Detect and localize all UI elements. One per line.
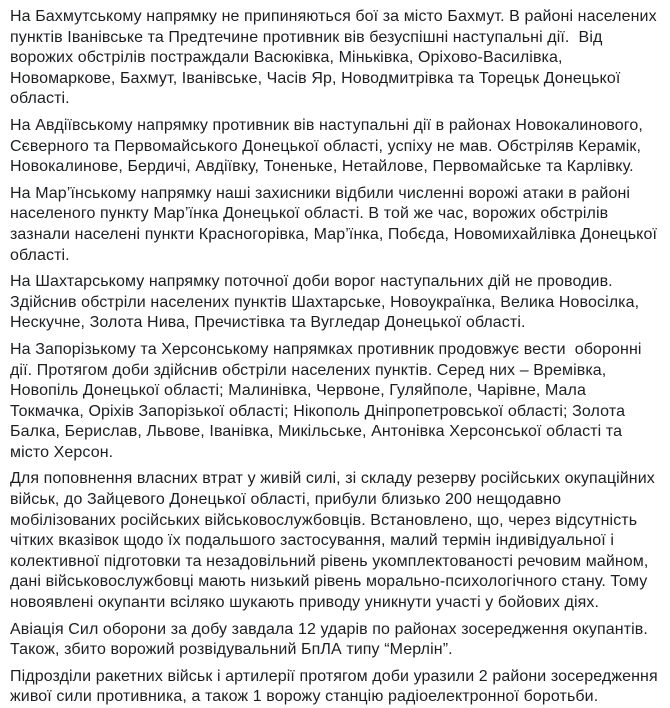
paragraph-missile-artillery-strikes: Підрозділи ракетних військ і артилерії протягом доби уразили 2 райони зосередження живої сили противника, а також 1 ворожу станцію радіоелектронної боротьби. bbox=[10, 667, 663, 706]
paragraph-russian-reinforcements: Для поповнення власних втрат у живій силі, зі складу резерву російських окупаційних військ, до Зайцевого Донецької області, прибули близько 200 нещодавно мобілізованих російських військовослужбовців. Встановлено, що, через відсутність чітких вказівок щодо їх подальшого застосування, малий термін індивідуальної і колективної підготовки та незадовільний рівень укомплектованості речовим майном, дані військовослужбовці мають низький рівень морально-психологічного стану. Тому новоявлені окупанти всіляко шукають приводу уникнути участі у бойових діях. bbox=[10, 470, 660, 612]
paragraph-zaporizhzhia-kherson-direction: На Запорізькому та Херсонському напрямках противник продовжує вести оборонні дії. Протягом доби здійснив обстріли населених пунктів. Серед них – Времівка, Новопіль Донецької області; Малинівка, Червоне, Гуляйполе, Чарівне, Мала Токмачка, Оріхів Запорізької області; Нікополь Дніпропетровської області; Золота Балка, Берислав, Львове, Іванівка, Микільське, Антонівка Херсонської області та місто Херсон. bbox=[10, 340, 647, 461]
paragraph-shakhtarske-direction: На Шахтарському напрямку поточної доби ворог наступальних дій не проводив. Здійснив обстріли населених пунктів Шахтарське, Новоукраїнка, Велика Новосілка, Нескучне, Золота Нива, Пречистівка та Вугледар Донецької області. bbox=[10, 273, 644, 332]
paragraph-bakhmut-direction: На Бахмутському напрямку не припиняються бої за місто Бахмут. В районі населених пунктів Іванівське та Предтечине противник вів безуспішні наступальні дії. Від ворожих обстрілів постраждали Васюківка, Міньківка, Оріхово-Василівка, Новомаркове, Бахмут, Іванівське, Часів Яр, Новодмитрівка та Торецьк Донецької області. bbox=[10, 8, 662, 108]
paragraph-aviation-strikes: Авіація Сил оборони за добу завдала 12 ударів по районах зосередження окупантів. Також, збито ворожий розвідувальний БпЛА типу “Мерлін”. bbox=[10, 620, 653, 659]
paragraph-avdiivka-direction: На Авдіївському напрямку противник вів наступальні дії в районах Новокалинового, Сєверного та Первомайського Донецької області, успіху не мав. Обстріляв Керамік, Новокалинове, Бердичі, Авдіївку, Тоненьке, Нетайлове, Первомайське та Карлівку. bbox=[10, 116, 648, 176]
paragraph-marinka-direction: На Мар’їнському напрямку наші захисники відбили численні ворожі атаки в районі населеного пункту Мар’їнка Донецької області. В той же час, ворожих обстрілів зазнали населені пункти Красногорівка, Мар’їнка, Побєда, Новомихайлівка Донецької області. bbox=[10, 184, 662, 264]
